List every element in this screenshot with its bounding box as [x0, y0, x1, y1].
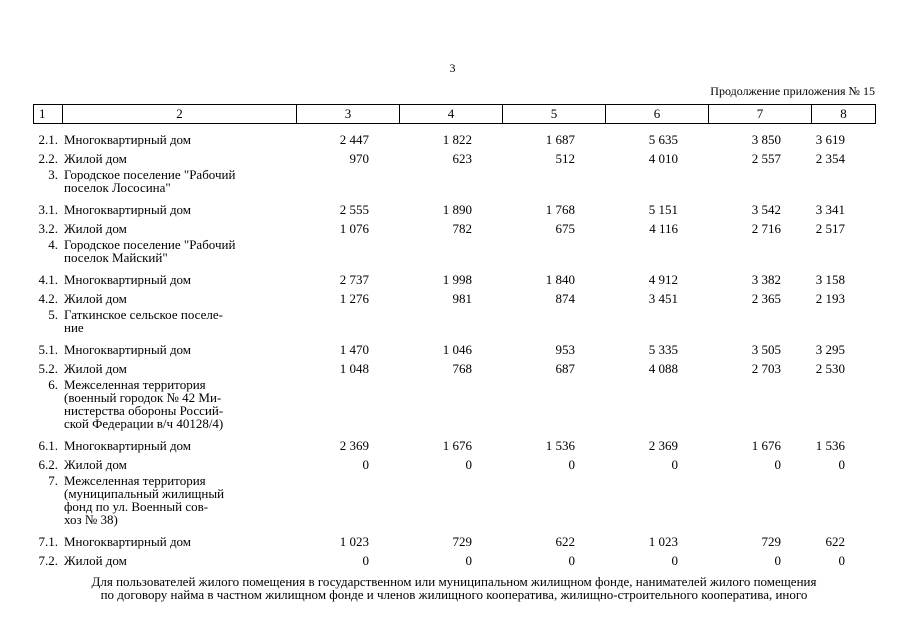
section-row [33, 235, 875, 267]
value-cell-col-7 [708, 305, 811, 337]
value-cell-col-8: 0 [838, 553, 845, 568]
row-number: 2.2. [38, 151, 58, 166]
value-cell-col-4: 768 [452, 361, 472, 376]
value-cell-col-5: 874 [555, 291, 575, 306]
row-number: 3.1. [38, 202, 58, 217]
value-cell-col-8: 2 354 [815, 151, 845, 166]
value-cell-col-5: 1 536 [545, 438, 575, 453]
section-name-text: Межселенная территория (военный городок № 42 Ми- нистерства обороны Россий- ской Федерации в/ч 40128/4) [64, 377, 224, 431]
row-name: Многоквартирный дом [64, 342, 192, 357]
value-cell-col-8 [811, 235, 875, 267]
value-cell-col-4 [399, 305, 502, 337]
row-name: Многоквартирный дом [64, 534, 192, 549]
continuation-note: Продолжение приложения № 15 [710, 84, 875, 98]
value-cell-col-8: 1 536 [815, 438, 845, 453]
row-number: 6. [48, 377, 58, 392]
table-header [33, 104, 876, 124]
value-cell-col-6: 4 912 [648, 272, 678, 287]
footer-text [33, 575, 875, 601]
section-row [33, 471, 875, 529]
value-cell-col-3: 1 023 [339, 534, 369, 549]
value-cell-col-6 [605, 165, 708, 197]
table-row [33, 433, 875, 452]
value-cell-col-8: 3 158 [815, 272, 845, 287]
row-name: Жилой дом [64, 457, 127, 472]
value-cell-col-4 [399, 375, 502, 433]
value-cell-col-4: 1 046 [442, 342, 472, 357]
value-cell-col-8 [811, 305, 875, 337]
header-cell-8: 8 [812, 105, 876, 124]
value-cell-col-7 [708, 375, 811, 433]
value-cell-col-8 [811, 471, 875, 529]
row-number: 4.1. [38, 272, 58, 287]
value-cell-col-4: 623 [452, 151, 472, 166]
value-cell-col-8: 2 530 [815, 361, 845, 376]
value-cell-col-7 [708, 235, 811, 267]
table-row [33, 216, 875, 235]
value-cell-col-4: 1 822 [442, 132, 472, 147]
value-cell-col-6: 0 [671, 457, 678, 472]
value-cell-col-8: 3 341 [815, 202, 845, 217]
row-number: 7.1. [38, 534, 58, 549]
header-cell-7: 7 [709, 105, 812, 124]
row-number: 6.1. [38, 438, 58, 453]
value-cell-col-3: 1 076 [339, 221, 369, 236]
value-cell-col-6 [605, 375, 708, 433]
row-name: Многоквартирный дом [64, 438, 192, 453]
value-cell-col-4 [399, 235, 502, 267]
value-cell-col-8: 2 193 [815, 291, 845, 306]
table-row [33, 146, 875, 165]
value-cell-col-8: 3 295 [815, 342, 845, 357]
value-cell-col-5: 1 768 [545, 202, 575, 217]
table-row [33, 337, 875, 356]
row-number: 7. [48, 473, 58, 488]
footer-line-1: Для пользователей жилого помещения в государственном или муниципальном жилищном фонде, нанимателей жилого помещения [91, 574, 817, 589]
value-cell-col-5 [502, 165, 605, 197]
value-cell-col-8: 2 517 [815, 221, 845, 236]
value-cell-col-6: 3 451 [648, 291, 678, 306]
value-cell-col-5: 1 687 [545, 132, 575, 147]
value-cell-col-8: 3 619 [815, 132, 845, 147]
row-name: Многоквартирный дом [64, 132, 192, 147]
header-cell-2: 2 [63, 105, 297, 124]
section-name [62, 165, 296, 197]
row-number: 6.2. [38, 457, 58, 472]
value-cell-col-7 [708, 165, 811, 197]
page-number: 3 [449, 61, 456, 75]
header-cell-6: 6 [606, 105, 709, 124]
value-cell-col-8: 0 [838, 457, 845, 472]
value-cell-col-7: 0 [774, 457, 781, 472]
value-cell-col-4 [399, 165, 502, 197]
value-cell-col-5 [502, 375, 605, 433]
value-cell-col-3 [296, 235, 399, 267]
row-number: 4.2. [38, 291, 58, 306]
value-cell-col-3: 1 048 [339, 361, 369, 376]
value-cell-col-7: 729 [761, 534, 781, 549]
value-cell-col-4: 0 [465, 553, 472, 568]
data-table [33, 127, 875, 567]
value-cell-col-3: 970 [349, 151, 369, 166]
value-cell-col-5 [502, 305, 605, 337]
section-name-text: Городское поселение "Рабочий поселок Лососина" [64, 167, 236, 195]
value-cell-col-7: 3 382 [751, 272, 781, 287]
row-number: 2.1. [38, 132, 58, 147]
value-cell-col-6: 4 088 [648, 361, 678, 376]
value-cell-col-5: 687 [555, 361, 575, 376]
row-number: 7.2. [38, 553, 58, 568]
value-cell-col-3 [296, 165, 399, 197]
section-row [33, 305, 875, 337]
row-number: 3. [48, 167, 58, 182]
value-cell-col-3: 2 555 [339, 202, 369, 217]
value-cell-col-4: 981 [452, 291, 472, 306]
value-cell-col-6 [605, 471, 708, 529]
row-name: Многоквартирный дом [64, 202, 192, 217]
section-name-text: Городское поселение "Рабочий поселок Майский" [64, 237, 236, 265]
value-cell-col-5 [502, 235, 605, 267]
header-cell-1: 1 [34, 105, 63, 124]
value-cell-col-6 [605, 305, 708, 337]
value-cell-col-3: 2 737 [339, 272, 369, 287]
value-cell-col-3: 0 [362, 553, 369, 568]
value-cell-col-5: 622 [555, 534, 575, 549]
row-number: 3.2. [38, 221, 58, 236]
value-cell-col-3: 1 276 [339, 291, 369, 306]
value-cell-col-4 [399, 471, 502, 529]
row-number: 4. [48, 237, 58, 252]
value-cell-col-3: 2 447 [339, 132, 369, 147]
value-cell-col-6: 4 010 [648, 151, 678, 166]
value-cell-col-7: 2 703 [751, 361, 781, 376]
row-name: Многоквартирный дом [64, 272, 192, 287]
table-row [33, 267, 875, 286]
value-cell-col-5: 0 [568, 553, 575, 568]
value-cell-col-4: 1 676 [442, 438, 472, 453]
table-row [33, 286, 875, 305]
header-row [34, 105, 876, 124]
value-cell-col-7: 2 365 [751, 291, 781, 306]
value-cell-col-7: 3 850 [751, 132, 781, 147]
table-row [33, 548, 875, 567]
value-cell-col-4: 1 890 [442, 202, 472, 217]
value-cell-col-7: 2 716 [751, 221, 781, 236]
value-cell-col-8 [811, 165, 875, 197]
value-cell-col-7: 3 505 [751, 342, 781, 357]
header-cell-3: 3 [297, 105, 400, 124]
row-name: Жилой дом [64, 221, 127, 236]
row-number: 5.1. [38, 342, 58, 357]
row-name: Жилой дом [64, 151, 127, 166]
value-cell-col-4: 1 998 [442, 272, 472, 287]
section-row [33, 165, 875, 197]
table-row [33, 127, 875, 146]
section-name-text: Гаткинское сельское поселе- ние [64, 307, 223, 335]
value-cell-col-3 [296, 305, 399, 337]
value-cell-col-3 [296, 375, 399, 433]
value-cell-col-7: 1 676 [751, 438, 781, 453]
value-cell-col-4: 0 [465, 457, 472, 472]
value-cell-col-7: 0 [774, 553, 781, 568]
value-cell-col-6: 2 369 [648, 438, 678, 453]
value-cell-col-4: 729 [452, 534, 472, 549]
row-name: Жилой дом [64, 361, 127, 376]
section-name-text: Межселенная территория (муниципальный жилищный фонд по ул. Военный сов- хоз № 38) [64, 473, 225, 527]
section-name [62, 305, 296, 337]
row-number: 5. [48, 307, 58, 322]
value-cell-col-7: 2 557 [751, 151, 781, 166]
table-row [33, 356, 875, 375]
value-cell-col-3 [296, 471, 399, 529]
row-name: Жилой дом [64, 553, 127, 568]
section-row [33, 375, 875, 433]
table-row [33, 529, 875, 548]
value-cell-col-3: 2 369 [339, 438, 369, 453]
value-cell-col-6: 5 635 [648, 132, 678, 147]
section-name [62, 471, 296, 529]
value-cell-col-5 [502, 471, 605, 529]
footer-line-2: по договору найма в частном жилищном фонде и членов жилищного кооператива, жилищно-строительного кооператива, иного [100, 587, 808, 602]
value-cell-col-5: 675 [555, 221, 575, 236]
value-cell-col-3: 1 470 [339, 342, 369, 357]
value-cell-col-5: 512 [555, 151, 575, 166]
value-cell-col-7 [708, 471, 811, 529]
value-cell-col-6 [605, 235, 708, 267]
value-cell-col-7: 3 542 [751, 202, 781, 217]
value-cell-col-4: 782 [452, 221, 472, 236]
value-cell-col-6: 5 151 [648, 202, 678, 217]
value-cell-col-8: 622 [825, 534, 845, 549]
section-name [62, 375, 296, 433]
table-row [33, 452, 875, 471]
value-cell-col-6: 5 335 [648, 342, 678, 357]
row-number: 5.2. [38, 361, 58, 376]
header-cell-5: 5 [503, 105, 606, 124]
value-cell-col-5: 953 [555, 342, 575, 357]
header-cell-4: 4 [400, 105, 503, 124]
value-cell-col-8 [811, 375, 875, 433]
table-row [33, 197, 875, 216]
value-cell-col-6: 1 023 [648, 534, 678, 549]
value-cell-col-6: 4 116 [649, 221, 678, 236]
row-name: Жилой дом [64, 291, 127, 306]
value-cell-col-5: 0 [568, 457, 575, 472]
value-cell-col-6: 0 [671, 553, 678, 568]
value-cell-col-5: 1 840 [545, 272, 575, 287]
section-name [62, 235, 296, 267]
value-cell-col-3: 0 [362, 457, 369, 472]
